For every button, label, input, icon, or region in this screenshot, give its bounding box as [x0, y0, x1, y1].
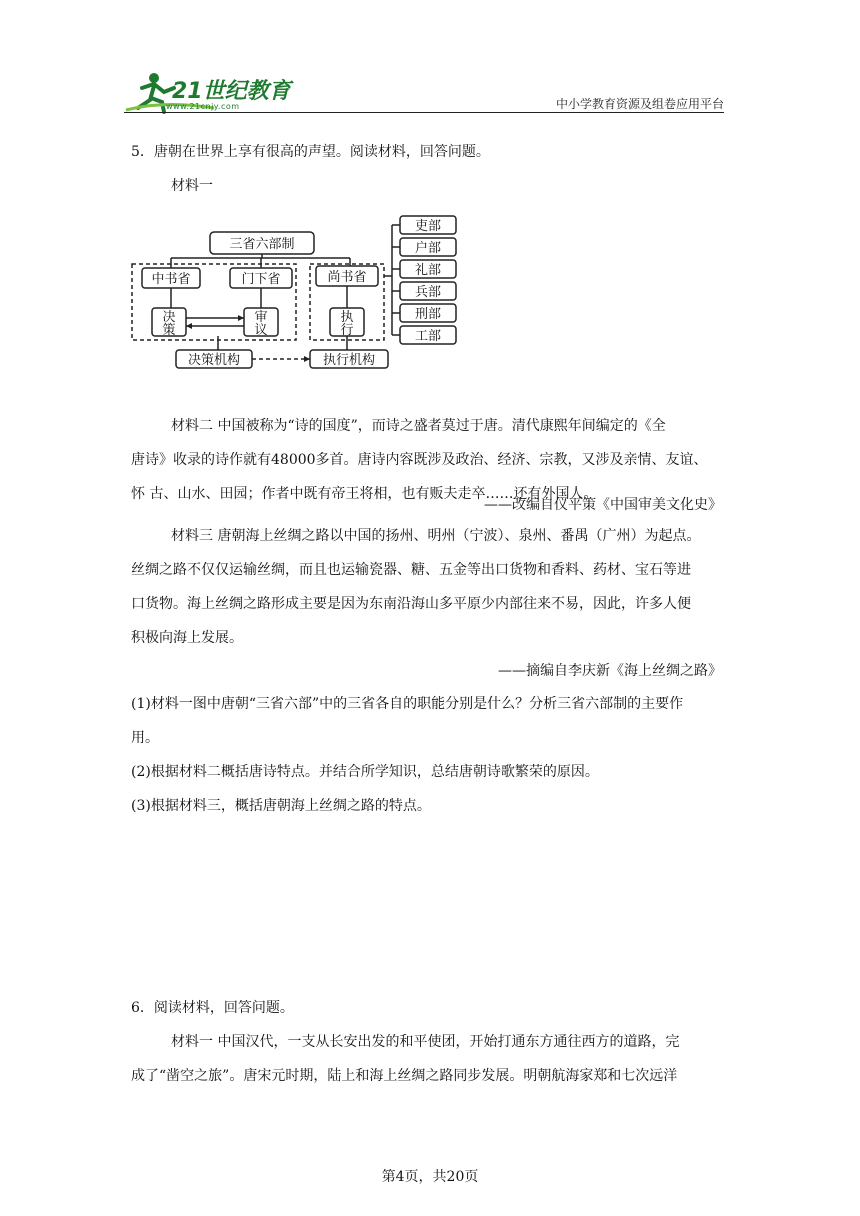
q5-m3-source: ——摘编自李庆新《海上丝绸之路》: [498, 663, 722, 679]
q5-m2-line: 唐诗》收录的诗作就有48000多首。唐诗内容既涉及政治、经济、宗教，又涉及亲情、友谊、: [131, 452, 708, 468]
q5-m3-line: 丝绸之路不仅仅运输丝绸，而且也运输瓷器、糖、五金等出口货物和香料、药材、宝石等进: [131, 562, 691, 578]
diagram-ministry: 工部: [414, 329, 442, 344]
diagram-menxia: 门下省: [241, 272, 281, 287]
diagram-decision: 决策机构: [187, 353, 241, 368]
platform-name: 中小学教育资源及组卷应用平台: [555, 97, 724, 111]
q5-question: (2)根据材料二概括唐诗特点。并结合所学知识，总结唐朝诗歌繁荣的原因。: [131, 764, 599, 780]
q6-m1-line: 成了“凿空之旅”。唐宋元时期，陆上和海上丝绸之路同步发展。明朝航海家郑和七次远洋: [131, 1068, 678, 1084]
diagram-jue-b: 策: [162, 323, 176, 338]
q5-question: 用。: [131, 730, 159, 746]
header-divider: [124, 112, 724, 113]
page-number: 第4页，共20页: [381, 1169, 479, 1185]
diagram-ministry: 礼部: [414, 263, 442, 278]
q6-m1-line: 材料一 中国汉代，一支从长安出发的和平使团，开始打通东方通往西方的道路，完: [171, 1034, 680, 1050]
diagram-zhi-b: 行: [340, 323, 354, 338]
q5-m2-line: 材料二 中国被称为“诗的国度”，而诗之盛者莫过于唐。清代康熙年间编定的《全: [171, 418, 666, 434]
three-departments-diagram: [128, 210, 468, 372]
diagram-zhi-a: 执: [340, 310, 354, 325]
diagram-shangshu: 尚书省: [327, 270, 367, 285]
q5-m3-line: 口货物。海上丝绸之路形成主要是因为东南沿海山多平原少内部往来不易，因此，许多人便: [131, 596, 691, 612]
diagram-shen-b: 议: [254, 323, 268, 338]
diagram-ministry: 刑部: [414, 307, 442, 322]
diagram-ministry: 吏部: [414, 219, 442, 234]
q5-question: (1)材料一图中唐朝“三省六部”中的三省各自的职能分别是什么？分析三省六部制的主要作: [131, 696, 684, 712]
diagram-jue-a: 决: [162, 310, 176, 325]
q5-m2-line: 怀 古、山水、田园；作者中既有帝王将相，也有贩夫走卒……还有外国人。: [131, 486, 598, 502]
diagram-zhongshu: 中书省: [151, 272, 191, 287]
logo-url: www.21cnjy.com: [166, 102, 240, 111]
diagram-execution: 执行机构: [322, 353, 376, 368]
q5-m1-label: 材料一: [171, 178, 213, 194]
diagram-ministry: 户部: [414, 241, 442, 256]
q5-m2-source: ——改编自仪平策《中国审美文化史》: [484, 497, 722, 513]
q6-stem: 6．阅读材料，回答问题。: [131, 1000, 294, 1016]
diagram-root: 三省六部制: [229, 237, 295, 252]
q5-m3-line: 积极向海上发展。: [131, 630, 243, 646]
logo-text: 21世纪教育: [172, 79, 291, 104]
q5-question: (3)根据材料三，概括唐朝海上丝绸之路的特点。: [131, 798, 431, 814]
diagram-ministry: 兵部: [414, 285, 442, 300]
q5-stem: 5．唐朝在世界上享有很高的声望。阅读材料，回答问题。: [131, 144, 490, 160]
q5-m3-line: 材料三 唐朝海上丝绸之路以中国的扬州、明州（宁波）、泉州、番禺（广州）为起点。: [171, 528, 701, 544]
diagram-shen-a: 审: [254, 310, 268, 325]
